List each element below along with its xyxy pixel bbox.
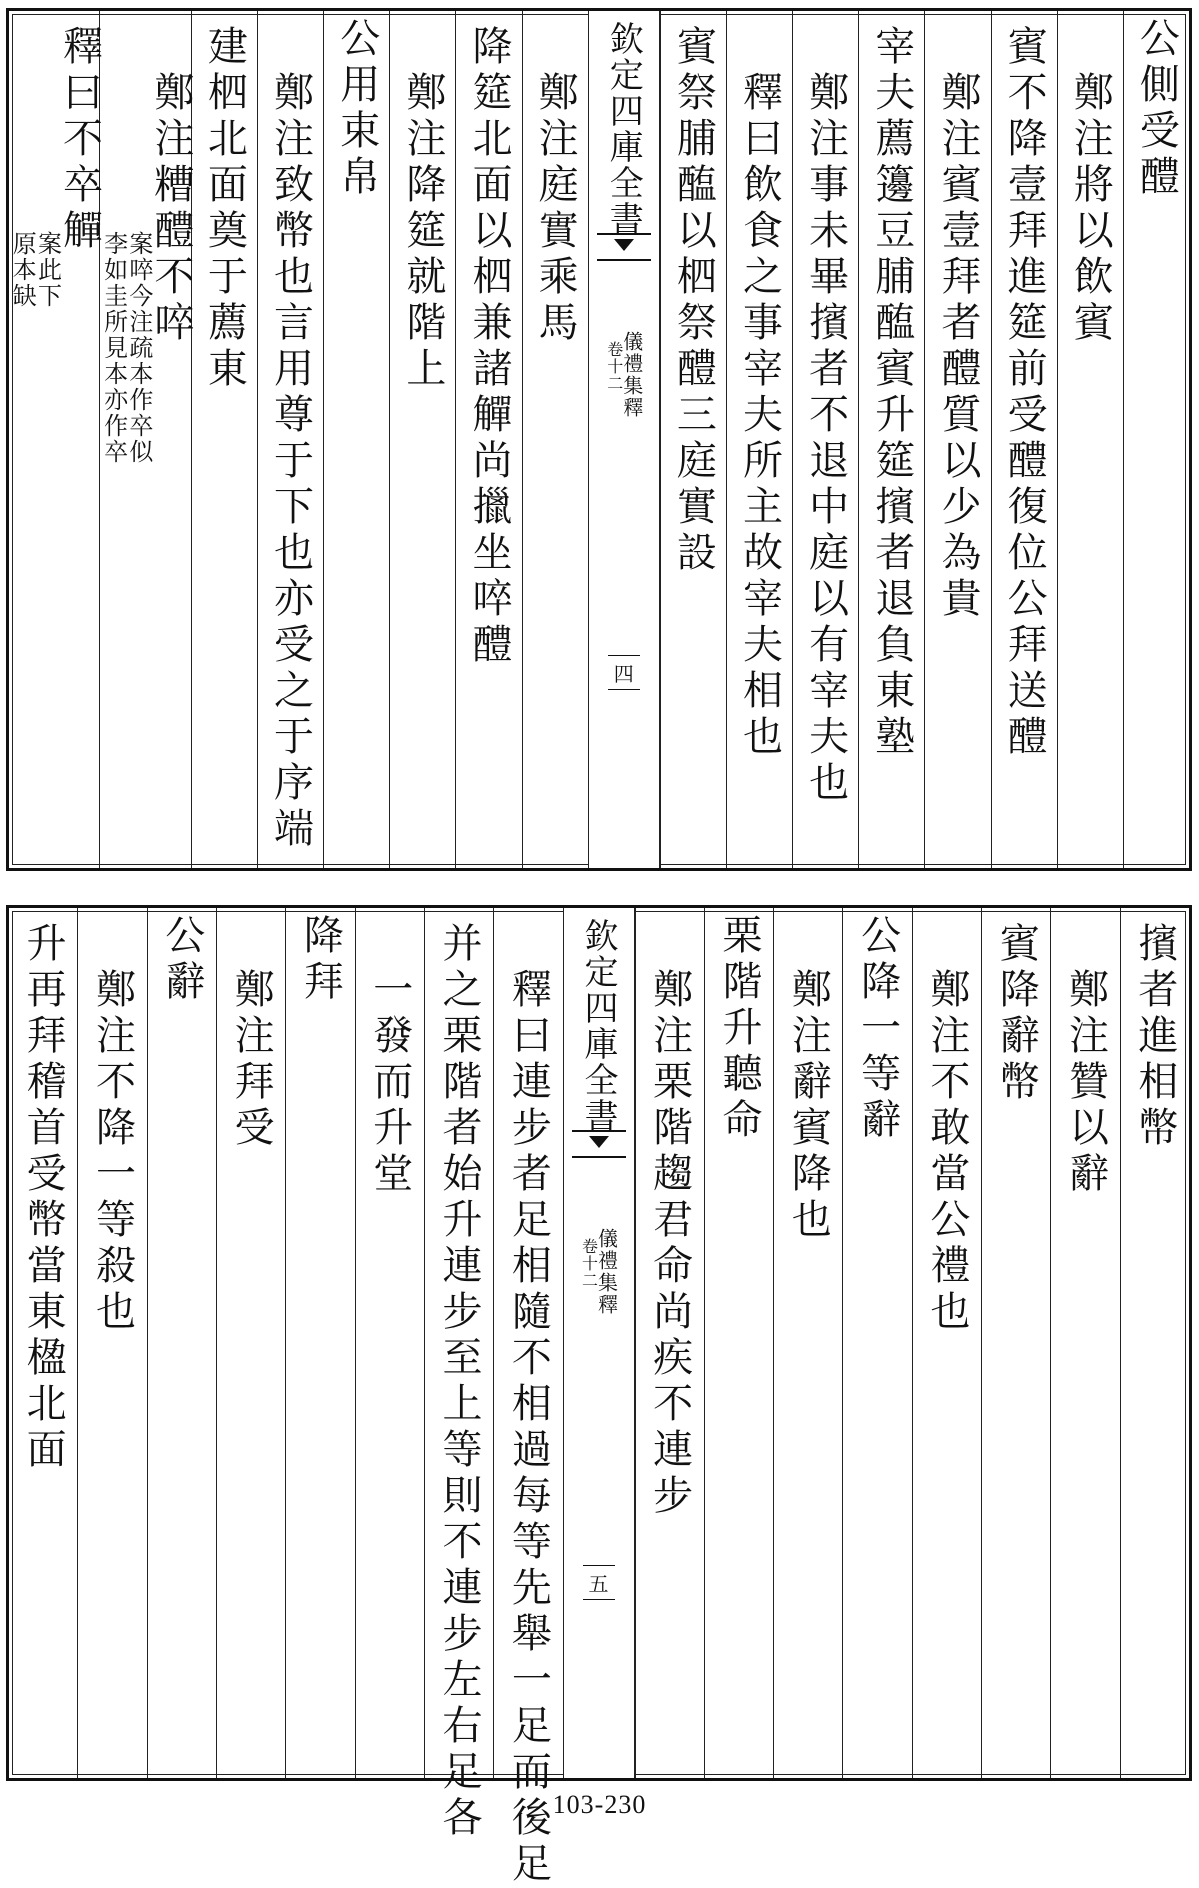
column [991,11,1057,868]
column [285,908,354,1778]
column [1057,11,1123,868]
text-line: 公降一等辭 [854,914,901,1144]
text-line: 宰夫薦籩豆脯醢賓升筵擯者退負東塾 [868,25,915,761]
juan-number: 卷十二 [579,1238,599,1289]
page-number: 四 [608,655,640,690]
text-line: 釋曰飲食之事宰夫所主故宰夫相也 [736,71,783,761]
column [355,908,424,1778]
column [792,11,858,868]
book-title: 儀禮集釋 [619,331,644,419]
note-line: 案此下 [33,231,62,309]
text-line: 并之栗階者始升連步至上等則不連步左右足各 [436,922,483,1842]
text-line: 鄭注不敢當公禮也 [923,968,970,1336]
text-line: 釋曰連步者足相隨不相過每等先舉一足而後足 [505,968,552,1888]
text-line: 公辭 [158,914,205,1006]
text-line: 升再拜稽首受幣當東楹北面 [20,922,67,1474]
series-title: 欽定四庫全書 [603,21,644,237]
page-top [6,8,1192,871]
column [99,11,194,868]
text-line: 鄭注拜受 [228,968,275,1152]
column [191,11,257,868]
column [635,908,704,1778]
text-line: 鄭注庭實乘馬 [532,71,579,347]
text-line: 鄭注將以飲賓 [1067,71,1114,347]
book-title: 儀禮集釋 [594,1228,619,1316]
text-line: 鄭注降筵就階上 [399,71,446,393]
text-line: 鄭注贊以辭 [1062,968,1109,1198]
text-line: 釋曰不卒觶 [56,25,103,255]
column [77,908,146,1778]
column [9,908,77,1778]
fish-tail-mark [572,1130,626,1158]
text-line: 鄭注辭賓降也 [785,968,832,1244]
text-line: 鄭注栗階趨君命尚疾不連步 [646,968,693,1520]
column [842,908,911,1778]
column [1123,11,1189,868]
center-strip [588,11,660,868]
text-line: 賓降辭幣 [993,922,1040,1106]
text-line: 鄭注賓壹拜者醴質以少為貴 [934,71,981,623]
column [424,908,493,1842]
column [660,11,726,868]
annotation-note [8,11,62,309]
text-line: 鄭注不降一等殺也 [89,968,136,1336]
column [522,11,588,868]
page-number: 五 [583,1565,615,1600]
column [1050,908,1119,1778]
text-line: 鄭注事未畢擯者不退中庭以有宰夫也 [802,71,849,807]
column [389,11,455,868]
fish-tail-mark [597,233,651,261]
note-line: 原本缺 [8,231,37,309]
text-line: 擯者進相幣 [1131,922,1178,1152]
text-line: 鄭注糟醴不啐 [147,71,194,347]
text-line: 降拜 [297,914,344,1006]
column [8,11,103,868]
series-title: 欽定四庫全書 [578,918,618,1134]
text-line: 鄭注致幣也言用尊于下也亦受之于序端 [267,71,314,853]
text-line: 一發而升堂 [366,968,413,1198]
note-line: 李如圭所見本亦作卒 [99,231,128,465]
text-line: 建柶北面奠于薦東 [201,25,248,393]
note-line: 案啐今注疏本作卒似 [124,231,153,465]
column [704,908,773,1778]
column [1120,908,1189,1778]
center-strip [563,908,635,1778]
text-line: 公側受醴 [1133,17,1180,201]
annotation-note [99,11,153,465]
text-line: 降筵北面以柶兼諸觶尚擸坐啐醴 [466,25,513,669]
column [924,11,990,868]
column [323,11,389,868]
column [773,908,842,1778]
column [147,908,216,1778]
text-line: 栗階升聽命 [715,914,762,1144]
column [981,908,1050,1778]
column [858,11,924,868]
text-line: 賓不降壹拜進筵前受醴復位公拜送醴 [1001,25,1048,761]
column [912,908,981,1778]
text-line: 公用束帛 [333,17,380,201]
column [493,908,562,1888]
page-reference: 103-230 [552,1790,647,1819]
column [257,11,323,868]
text-line: 賓祭脯醢以柶祭醴三庭實設 [670,25,717,577]
column [216,908,285,1778]
column [455,11,521,868]
juan-number: 卷十二 [604,341,624,392]
column [726,11,792,868]
